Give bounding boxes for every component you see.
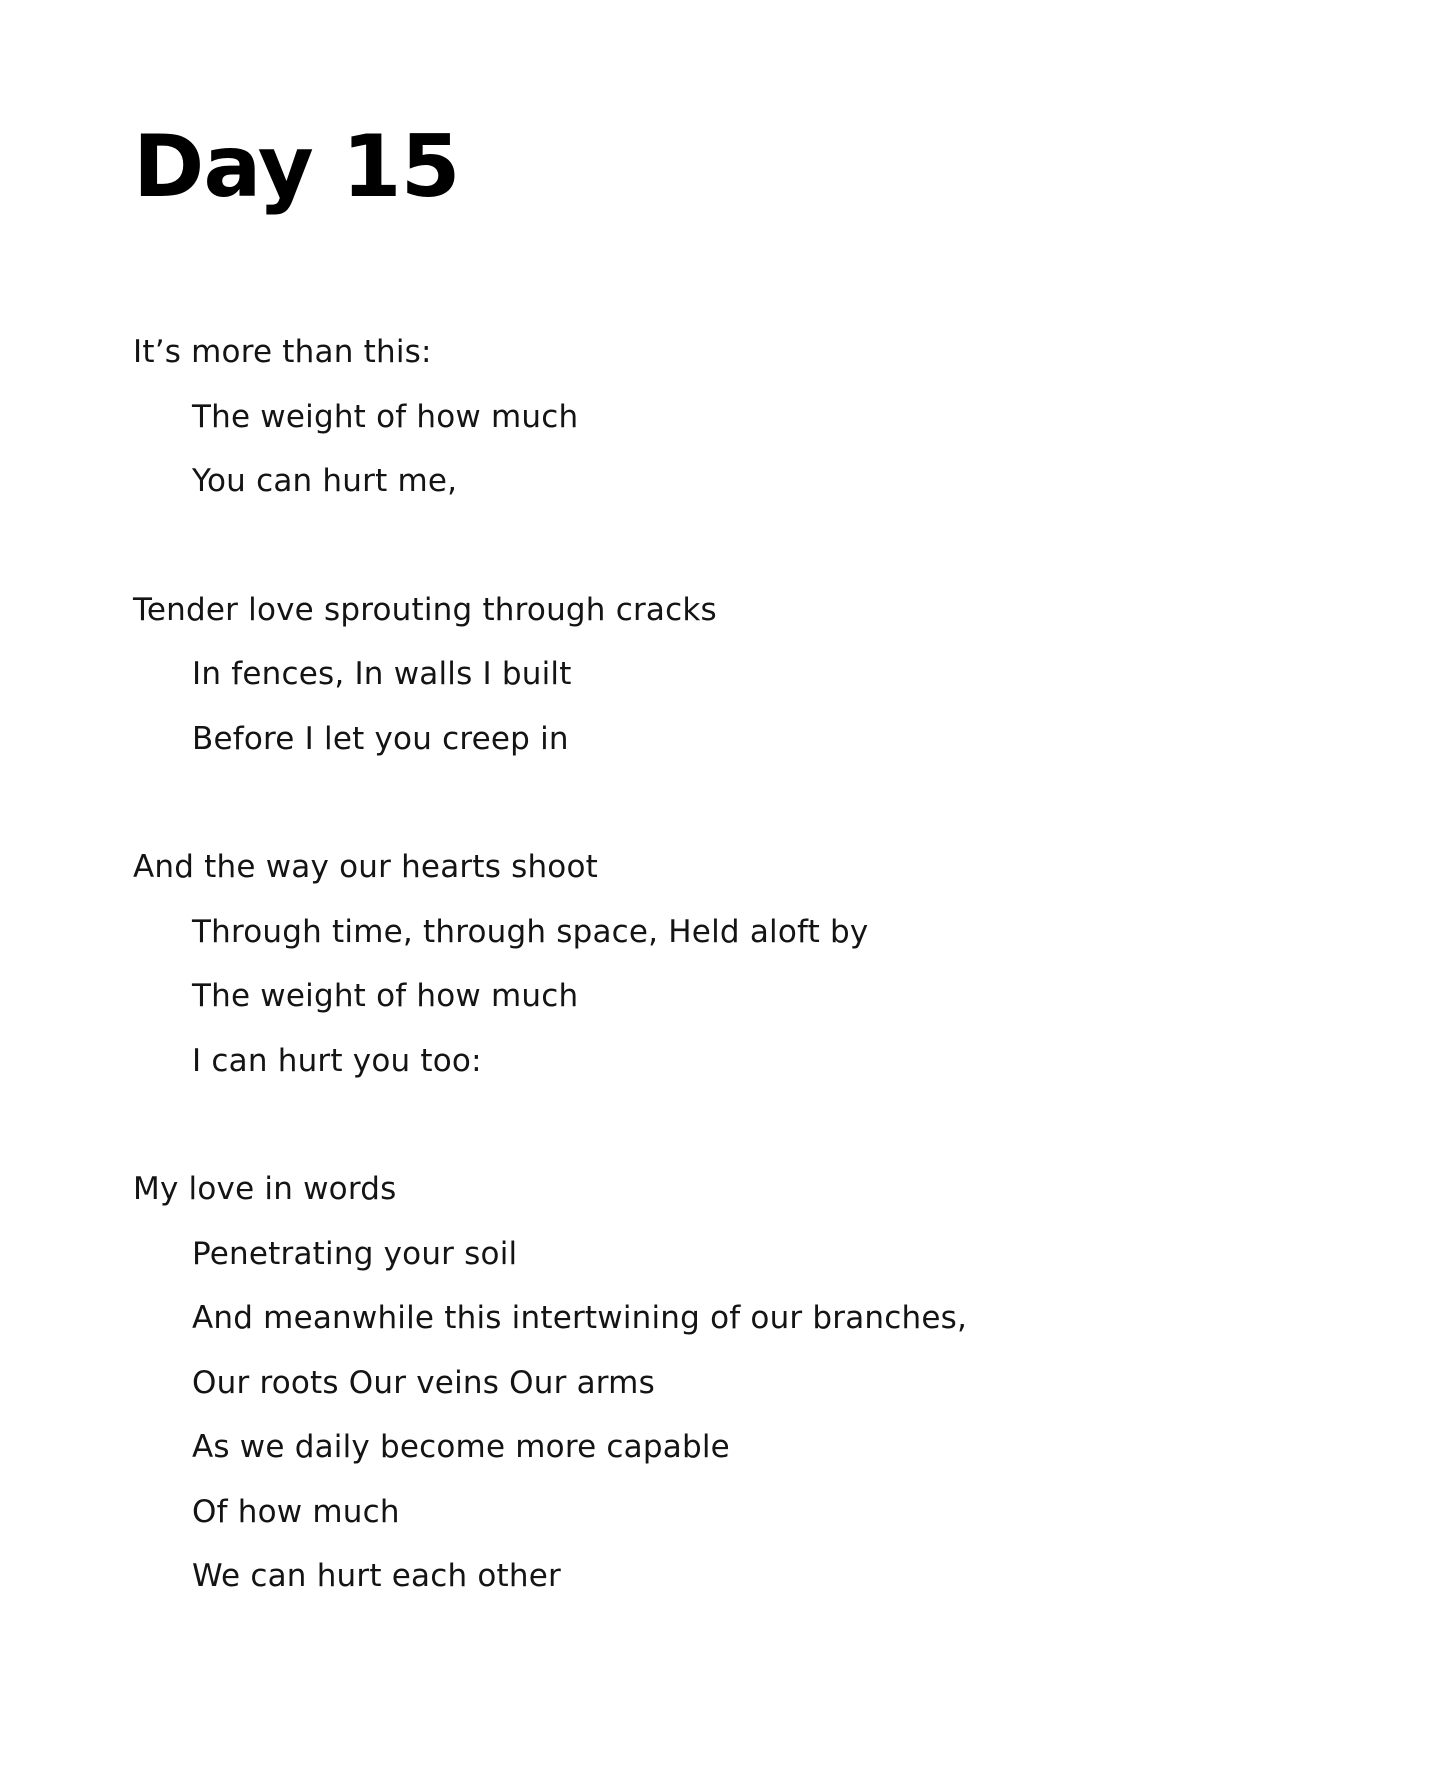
poem-line: The weight of how much — [192, 978, 579, 1014]
poem-line: We can hurt each other — [192, 1558, 561, 1594]
stanza — [133, 320, 1333, 514]
poem-line: I can hurt you too: — [192, 1042, 482, 1079]
poem-line: The weight of how much — [192, 398, 579, 435]
poem-line: Through time, through space, Held aloft by — [192, 913, 869, 950]
poem-line: Before I let you creep in — [192, 720, 569, 757]
stanza-lead-line: And the way our hearts shoot — [133, 849, 598, 885]
stanza-lead-line: It’s more than this: — [133, 334, 432, 370]
poem-line: You can hurt me, — [192, 463, 458, 499]
poem-line: And meanwhile this intertwining of our branches, — [192, 1300, 968, 1336]
stanza — [133, 578, 1333, 772]
poem-body — [133, 320, 1333, 1673]
poem-line: Of how much — [192, 1493, 400, 1530]
stanza-lead-line: My love in words — [133, 1171, 397, 1207]
stanza — [133, 835, 1333, 1093]
poem-line: Our roots Our veins Our arms — [192, 1364, 655, 1401]
page-title: Day 15 — [133, 117, 460, 217]
stanza — [133, 1157, 1333, 1609]
poem-line: Penetrating your soil — [192, 1235, 518, 1272]
poem-line: As we daily become more capable — [192, 1429, 730, 1465]
stanza-lead-line: Tender love sprouting through cracks — [133, 591, 717, 628]
poem-line: In fences, In walls I built — [192, 656, 572, 692]
